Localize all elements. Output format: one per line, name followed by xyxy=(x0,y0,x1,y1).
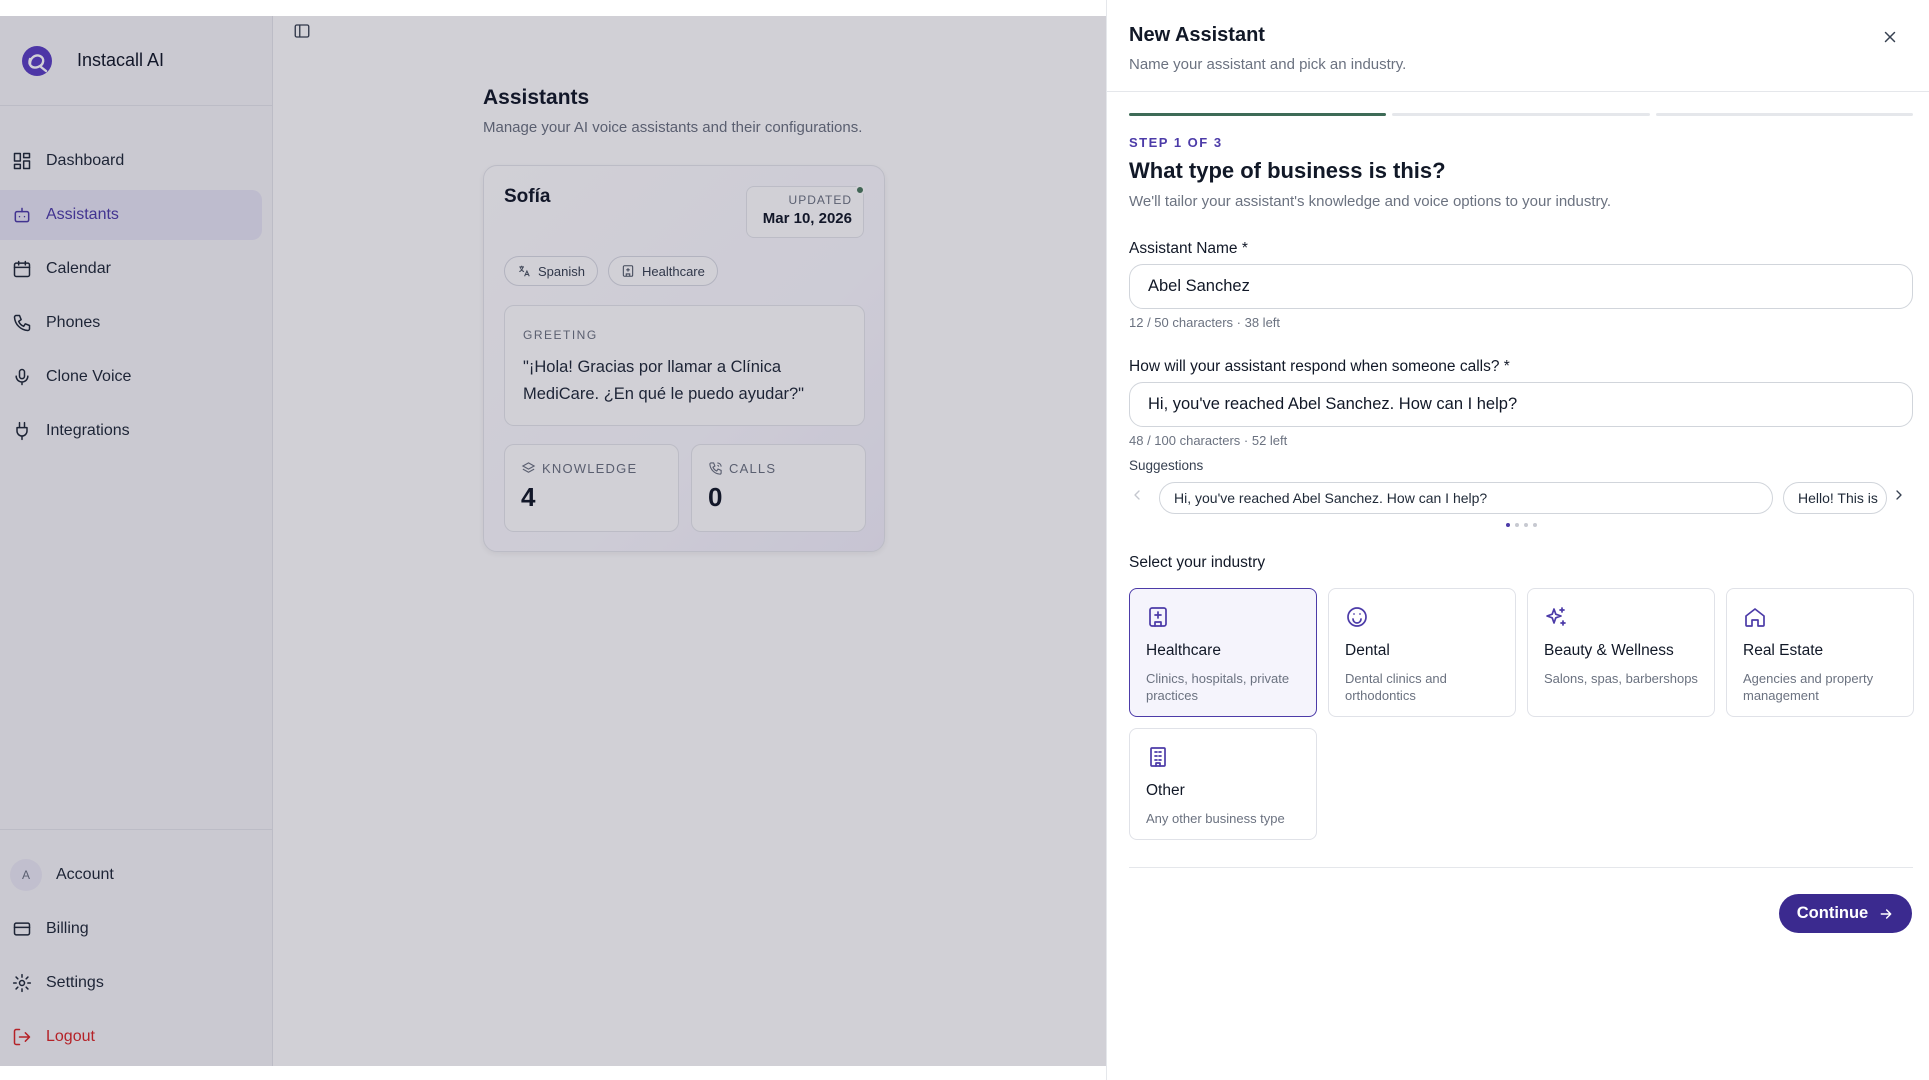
suggestions-prev-button[interactable] xyxy=(1129,487,1151,509)
step-progress xyxy=(1129,113,1913,116)
sidebar-item-label: Integrations xyxy=(46,422,130,439)
sidebar-item-label: Billing xyxy=(46,920,89,937)
sparkles-icon xyxy=(1544,605,1698,634)
industry-desc: Agencies and property management xyxy=(1743,671,1874,703)
industry-option-real-estate[interactable] xyxy=(1726,588,1914,717)
smile-icon xyxy=(1345,605,1499,634)
knowledge-value: 4 xyxy=(521,482,536,512)
industry-name: Other xyxy=(1146,782,1185,799)
industry-desc: Any other business type xyxy=(1146,811,1285,826)
building-icon xyxy=(1146,745,1300,774)
page-title: Assistants xyxy=(483,86,590,109)
knowledge-label: KNOWLEDGE xyxy=(542,461,638,476)
tag-label: Healthcare xyxy=(641,263,705,279)
progress-segment-3 xyxy=(1656,113,1913,116)
greeting-response-label: How will your assistant respond when someone calls? * xyxy=(1129,358,1510,375)
industry-desc: Salons, spas, barbershops xyxy=(1544,671,1698,686)
sidebar-item-label: Clone Voice xyxy=(46,368,132,385)
industry-option-other[interactable] xyxy=(1129,728,1317,840)
brand-name: Instacall AI xyxy=(77,50,165,70)
assistant-name: Sofía xyxy=(504,186,551,207)
carousel-pagination xyxy=(1129,523,1913,527)
carousel-dot[interactable] xyxy=(1515,523,1519,527)
continue-label: Continue xyxy=(1796,904,1869,922)
industry-name: Real Estate xyxy=(1743,642,1824,659)
suggestion-chip[interactable]: Hi, you've reached Abel Sanchez. How can I help? xyxy=(1159,482,1773,514)
footer-divider xyxy=(1129,867,1913,868)
carousel-dot[interactable] xyxy=(1533,523,1537,527)
industry-option-healthcare[interactable] xyxy=(1129,588,1317,717)
assistant-name-hint: 12 / 50 characters · 38 left xyxy=(1129,315,1281,330)
house-icon xyxy=(1743,605,1897,634)
industry-name: Dental xyxy=(1345,642,1390,659)
suggestions-label: Suggestions xyxy=(1129,458,1204,473)
carousel-dot[interactable] xyxy=(1524,523,1528,527)
assistant-name-input[interactable] xyxy=(1129,264,1913,309)
sidebar-item-label: Phones xyxy=(46,314,101,331)
progress-segment-2 xyxy=(1392,113,1649,116)
calls-value: 0 xyxy=(708,482,723,512)
updated-label: UPDATED xyxy=(788,193,852,207)
chevron-left-icon xyxy=(1129,487,1145,503)
panel-header xyxy=(1107,0,1929,92)
greeting-response-input[interactable] xyxy=(1129,382,1913,427)
greeting-response-hint: 48 / 100 characters · 52 left xyxy=(1129,433,1288,448)
page-subtitle: Manage your AI voice assistants and their configurations. xyxy=(483,119,863,136)
suggestions-next-button[interactable] xyxy=(1891,487,1913,509)
new-assistant-panel xyxy=(1106,0,1929,1080)
industry-option-beauty-wellness[interactable] xyxy=(1527,588,1715,717)
industry-name: Beauty & Wellness xyxy=(1544,642,1674,659)
close-button[interactable] xyxy=(1881,28,1901,48)
panel-title: New Assistant xyxy=(1129,24,1265,46)
greeting-text: "¡Hola! Gracias por llamar a Clínica MediCare. ¿En qué le puedo ayudar?" xyxy=(523,358,805,403)
sidebar-item-label: Settings xyxy=(46,974,104,991)
industry-desc: Dental clinics and orthodontics xyxy=(1345,671,1447,703)
continue-button[interactable] xyxy=(1779,894,1912,933)
panel-subtitle: Name your assistant and pick an industry. xyxy=(1129,56,1407,73)
step-title: What type of business is this? xyxy=(1129,158,1446,183)
step-subtitle: We'll tailor your assistant's knowledge and voice options to your industry. xyxy=(1129,193,1612,210)
sidebar-item-label: Calendar xyxy=(46,260,111,277)
calls-label: CALLS xyxy=(729,461,777,476)
sidebar-item-label: Account xyxy=(56,866,114,883)
assistant-name-label: Assistant Name * xyxy=(1129,240,1248,257)
tag-label: Spanish xyxy=(538,263,585,279)
chevron-right-icon xyxy=(1891,487,1907,503)
carousel-dot[interactable] xyxy=(1506,523,1510,527)
arrow-right-icon xyxy=(1878,906,1894,922)
sidebar-item-label: Logout xyxy=(46,1028,95,1045)
sidebar-item-label: Assistants xyxy=(46,206,119,223)
progress-segment-1 xyxy=(1129,113,1386,116)
industry-label: Select your industry xyxy=(1129,554,1266,571)
industry-desc: Clinics, hospitals, private practices xyxy=(1146,671,1290,703)
modal-backdrop[interactable] xyxy=(0,16,1108,1066)
sidebar-item-label: Dashboard xyxy=(46,152,125,169)
suggestions-carousel xyxy=(1129,481,1913,515)
updated-date: Mar 10, 2026 xyxy=(762,210,852,227)
greeting-label: GREETING xyxy=(523,328,598,342)
hospital-icon xyxy=(1146,605,1300,634)
carousel-dots xyxy=(1129,523,1913,527)
step-label: STEP 1 OF 3 xyxy=(1129,135,1223,150)
industry-name: Healthcare xyxy=(1146,642,1221,659)
close-icon xyxy=(1881,28,1899,46)
suggestion-chip[interactable]: Hello! This is xyxy=(1783,482,1887,514)
avatar: A xyxy=(10,859,42,891)
industry-option-dental[interactable] xyxy=(1328,588,1516,717)
